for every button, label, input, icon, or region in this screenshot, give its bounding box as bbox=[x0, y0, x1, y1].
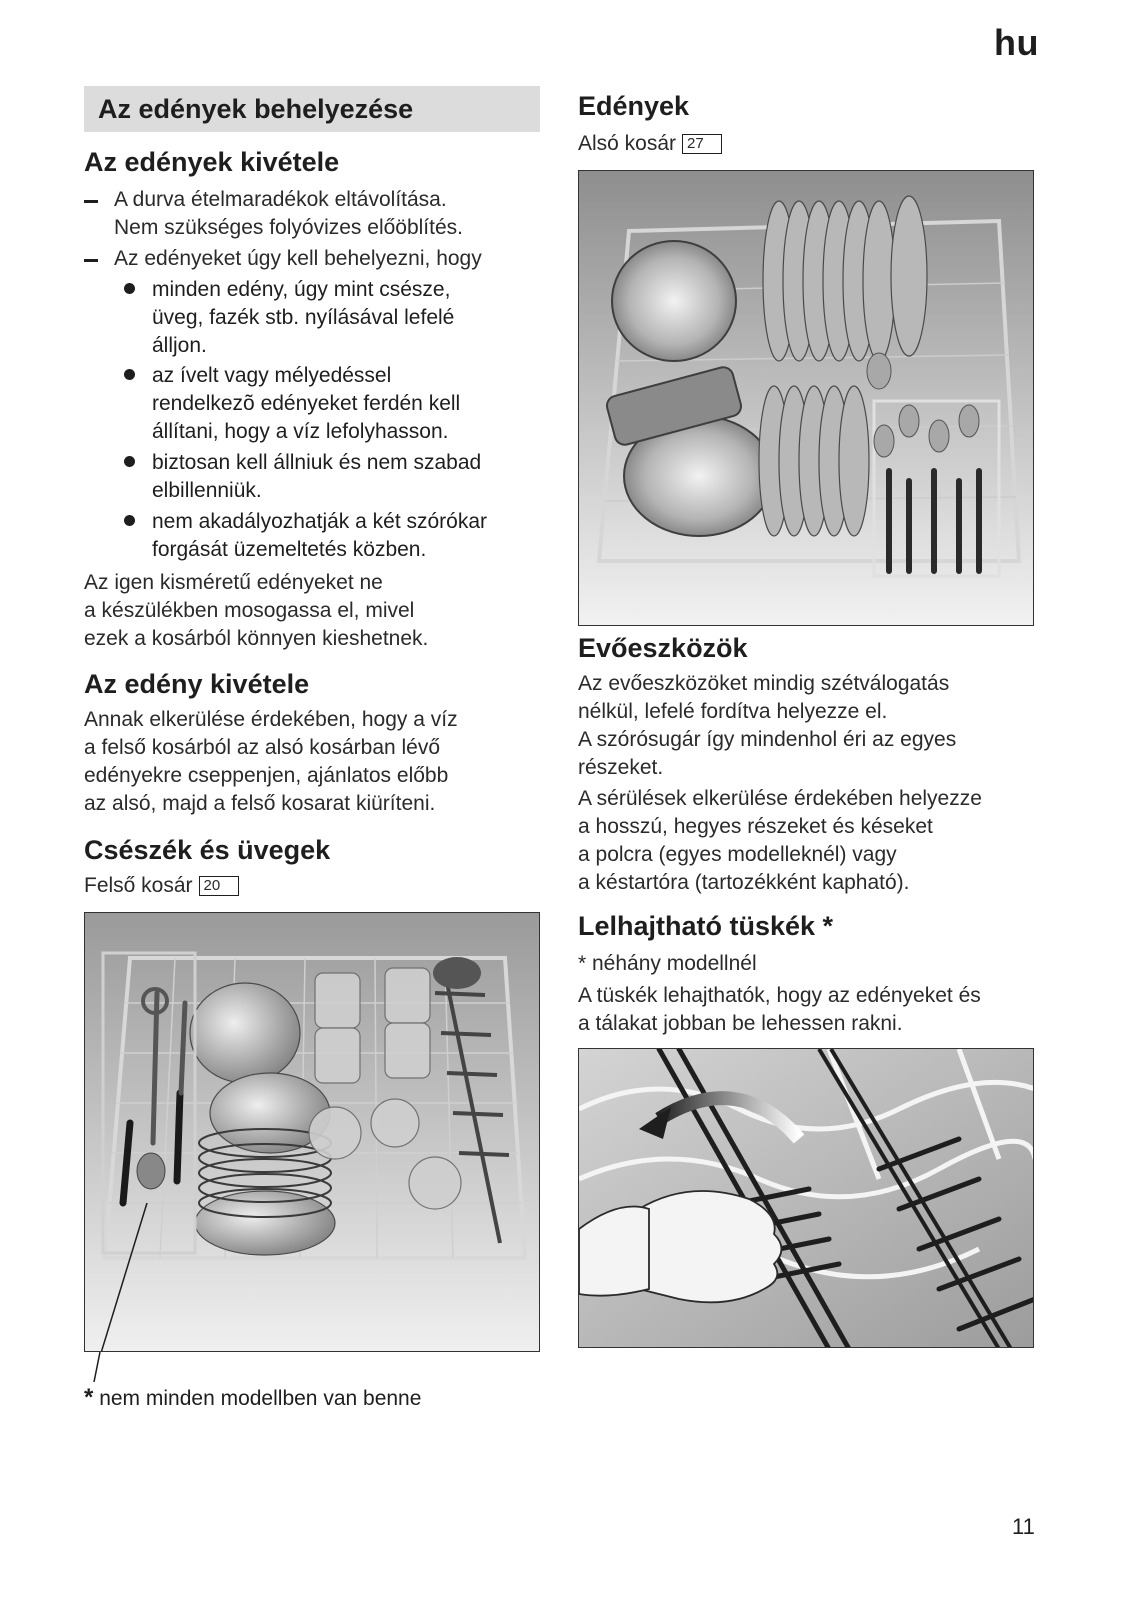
dash-item-1 bbox=[114, 186, 463, 242]
bullet-4-line-2: forgását üzemeltetés közben. bbox=[152, 538, 427, 561]
tines-line-1: A tüskék lehajthatók, hogy az edényeket és bbox=[578, 984, 981, 1007]
tines-line-2: a tálakat jobban be lehessen rakni. bbox=[578, 1012, 903, 1035]
cutlery-2-line-3: a polcra (egyes modelleknél) vagy bbox=[578, 843, 897, 866]
lower-basket-label bbox=[578, 130, 722, 158]
heading-remove: Az edények kivétele bbox=[84, 147, 340, 177]
bullet-item-3 bbox=[152, 449, 481, 505]
cutlery-2-line-4: a késtartóra (tartozékként kapható). bbox=[578, 871, 910, 894]
cutlery-1-line-1: Az evőeszközöket mindig szétválogatás bbox=[578, 672, 950, 695]
language-tag: hu bbox=[994, 22, 1039, 63]
small-items-note bbox=[84, 569, 428, 653]
note-line-3: ezek a kosárból könnyen kieshetnek. bbox=[84, 627, 429, 650]
bullet-2-line-2: rendelkezõ edényeket ferdén kell bbox=[152, 392, 461, 415]
unload-line-2: a felső kosárból az alsó kosárban lévő bbox=[84, 736, 441, 759]
upper-basket-ref: 20 bbox=[199, 876, 239, 896]
heading-cups: Csészék és üvegek bbox=[84, 835, 331, 865]
heading-unload: Az edény kivétele bbox=[84, 669, 310, 699]
lower-basket-illustration bbox=[579, 171, 1034, 626]
bullet-4-line-1: nem akadályozhatják a két szórókar bbox=[152, 510, 488, 533]
bullet-1-line-2: üveg, fazék stb. nyílásával lefelé bbox=[152, 306, 455, 329]
dash-item-2 bbox=[114, 245, 482, 273]
upper-basket-text: Felső kosár bbox=[84, 874, 193, 897]
dash-item-1-line-2: Nem szükséges folyóvizes előöblítés. bbox=[114, 216, 463, 239]
footnote bbox=[84, 1384, 421, 1413]
unload-line-3: edényekre cseppenjen, ajánlatos előbb bbox=[84, 764, 449, 787]
note-line-2: a készülékben mosogassa el, mivel bbox=[84, 599, 415, 622]
heading-cutlery: Evőeszközök bbox=[578, 633, 748, 663]
lower-basket-figure bbox=[578, 170, 1034, 626]
lower-basket-text: Alsó kosár bbox=[578, 132, 677, 155]
unload-line-4: az alsó, majd a felső kosarat kiüríteni. bbox=[84, 792, 436, 815]
upper-basket-label bbox=[84, 872, 239, 900]
dash-marker bbox=[84, 259, 98, 262]
bullet-marker bbox=[124, 369, 135, 380]
cutlery-1-line-3: A szórósugár így mindenhol éri az egyes bbox=[578, 728, 957, 751]
bullet-3-line-1: biztosan kell állniuk és nem szabad bbox=[152, 451, 482, 474]
bullet-2-line-3: állítani, hogy a víz lefolyhasson. bbox=[152, 420, 449, 443]
cutlery-2-line-2: a hosszú, hegyes részeket és késeket bbox=[578, 815, 933, 838]
dash-marker bbox=[84, 200, 98, 203]
bullet-marker bbox=[124, 456, 135, 467]
asterisk-icon: * bbox=[84, 1384, 94, 1411]
cutlery-2-line-1: A sérülések elkerülése érdekében helyezze bbox=[578, 787, 982, 810]
heading-tines: Lelhajtható tüskék * bbox=[578, 911, 834, 941]
bullet-marker bbox=[124, 515, 135, 526]
section-title: Az edények behelyezése bbox=[84, 86, 540, 132]
page-number: 11 bbox=[1012, 1514, 1035, 1539]
unload-text bbox=[84, 706, 458, 818]
bullet-2-line-1: az ívelt vagy mélyedéssel bbox=[152, 364, 392, 387]
note-line-1: Az igen kisméretű edényeket ne bbox=[84, 571, 383, 594]
bullet-1-line-3: álljon. bbox=[152, 334, 207, 357]
cutlery-text-2 bbox=[578, 785, 982, 897]
bullet-item-2 bbox=[152, 362, 460, 446]
cutlery-1-line-4: részeket. bbox=[578, 756, 664, 779]
tines-text bbox=[578, 982, 981, 1038]
cutlery-text-1 bbox=[578, 670, 956, 782]
unload-line-1: Annak elkerülése érdekében, hogy a víz bbox=[84, 708, 458, 731]
bullet-item-4 bbox=[152, 508, 487, 564]
tines-note: * néhány modellnél bbox=[578, 952, 757, 975]
upper-basket-figure bbox=[84, 912, 540, 1352]
dash-item-1-line-1: A durva ételmaradékok eltávolítása. bbox=[114, 188, 447, 211]
upper-basket-illustration bbox=[85, 913, 540, 1352]
folding-tines-figure bbox=[578, 1048, 1034, 1348]
bullet-1-line-1: minden edény, úgy mint csésze, bbox=[152, 278, 451, 301]
bullet-item-1 bbox=[152, 276, 454, 360]
bullet-3-line-2: elbillenniük. bbox=[152, 479, 262, 502]
cutlery-1-line-2: nélkül, lefelé fordítva helyezze el. bbox=[578, 700, 888, 723]
heading-dishes: Edények bbox=[578, 91, 690, 121]
footnote-text: nem minden modellben van benne bbox=[99, 1387, 422, 1410]
lower-basket-ref: 27 bbox=[682, 134, 722, 154]
folding-tines-illustration bbox=[579, 1049, 1034, 1348]
dash-item-2-line-1: Az edényeket úgy kell behelyezni, hogy bbox=[114, 247, 482, 270]
bullet-marker bbox=[124, 283, 135, 294]
